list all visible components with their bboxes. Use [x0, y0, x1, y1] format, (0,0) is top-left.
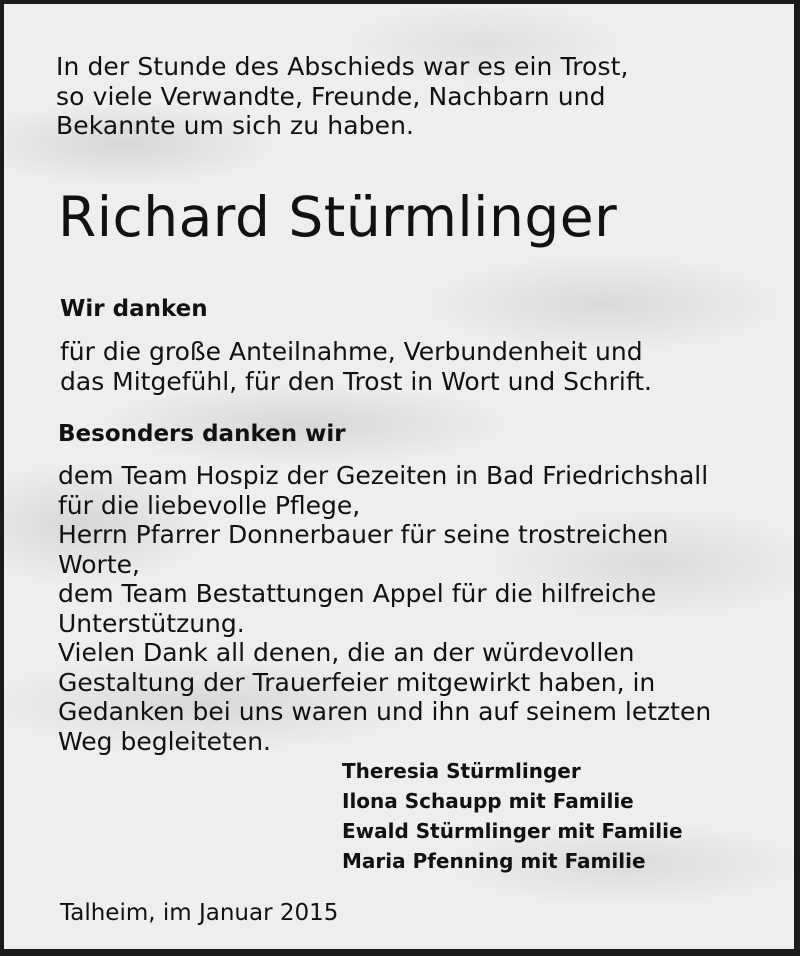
intro-text [56, 52, 756, 141]
special-line: Vielen Dank all denen, die an der würdevollen [58, 638, 635, 667]
signer: Ilona Schaupp mit Familie [342, 789, 634, 813]
special-thanks-paragraph [58, 461, 711, 756]
intro-line: Bekannte um sich zu haben. [56, 111, 415, 140]
special-line: für die liebevolle Pflege, [58, 490, 361, 520]
signer: Maria Pfenning mit Familie [342, 849, 646, 873]
special-line: Worte, [58, 549, 140, 579]
special-line: Unterstützung. [58, 608, 245, 638]
place-date: Talheim, im Januar 2015 [60, 900, 339, 926]
special-line: dem Team Hospiz der Gezeiten in Bad Friedrichshall [58, 461, 709, 490]
thanks-line: für die große Anteilnahme, Verbundenheit und [60, 337, 643, 366]
signer: Ewald Stürmlinger mit Familie [342, 819, 683, 843]
special-line: Weg begleiteten. [58, 726, 272, 756]
signer: Theresia Stürmlinger [342, 759, 581, 783]
special-line: Herrn Pfarrer Donnerbauer für seine trostreichen [58, 520, 669, 549]
intro-line: In der Stunde des Abschieds war es ein Trost, [56, 52, 629, 81]
signers-list [342, 756, 683, 876]
special-thanks-heading: Besonders danken wir [58, 421, 346, 447]
deceased-name: Richard Stürmlinger [58, 185, 618, 249]
thanks-paragraph [60, 337, 652, 396]
thanks-line: das Mitgefühl, für den Trost in Wort und Schrift. [60, 366, 652, 396]
special-line: dem Team Bestattungen Appel für die hilfreiche [58, 579, 657, 608]
thanks-heading: Wir danken [60, 296, 208, 322]
special-line: Gestaltung der Trauerfeier mitgewirkt haben, in [58, 667, 656, 697]
intro-line: so viele Verwandte, Freunde, Nachbarn und [56, 81, 606, 111]
special-line: Gedanken bei uns waren und ihn auf seinem letzten [58, 697, 712, 726]
